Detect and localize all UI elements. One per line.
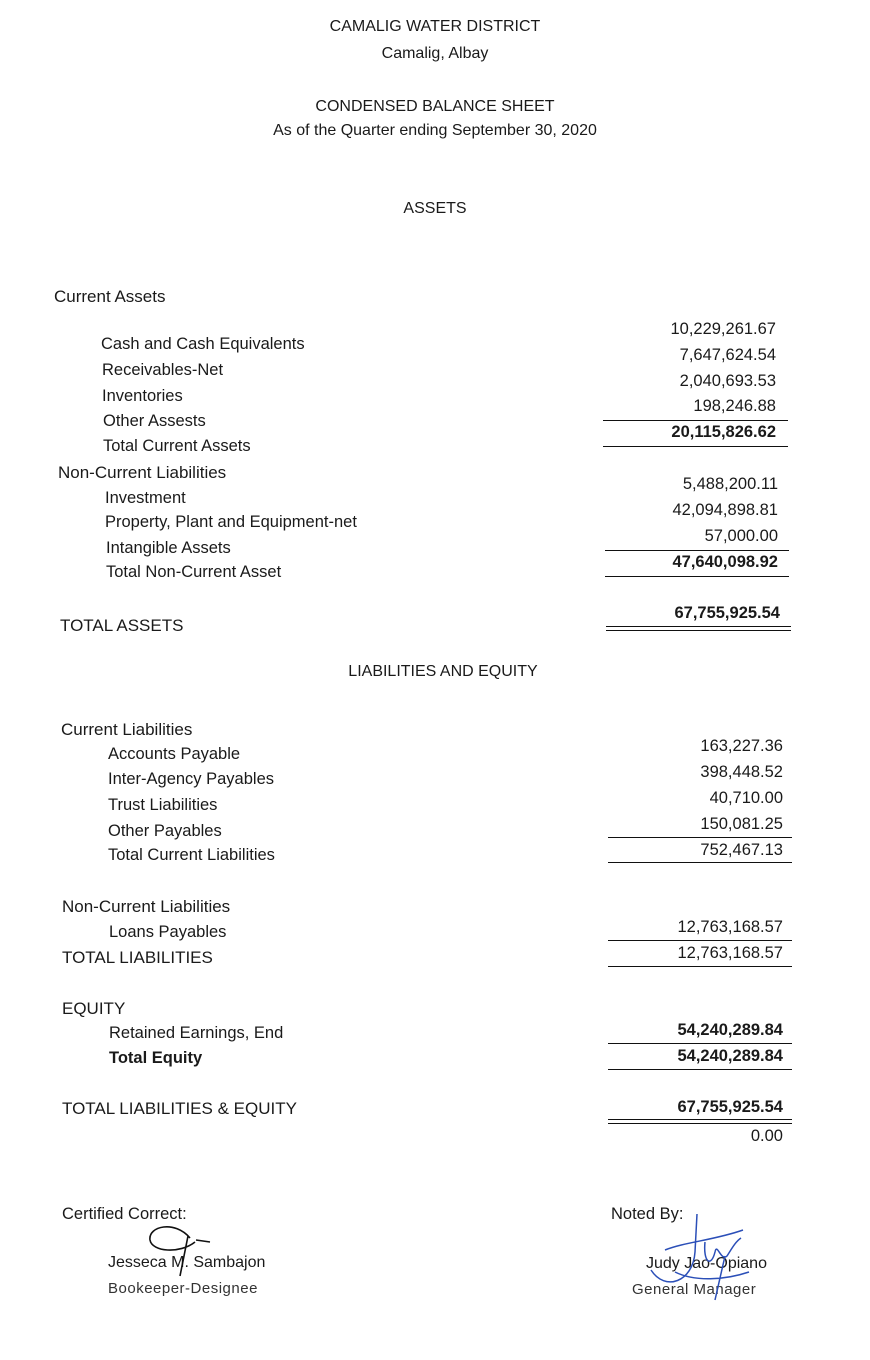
subtotal-rule (608, 837, 792, 838)
subtotal-underline (603, 446, 788, 447)
total-assets-label: TOTAL ASSETS (60, 616, 184, 635)
subtotal-rule (605, 550, 789, 551)
line-item-amount: 163,227.36 (700, 737, 783, 755)
noted-title: General Manager (632, 1281, 757, 1298)
noncurrent-assets-label: Non-Current Liabilities (58, 463, 227, 482)
grand-total-label: TOTAL LIABILITIES & EQUITY (62, 1099, 297, 1118)
subtotal-underline (608, 862, 792, 863)
certified-name: Jesseca M. Sambajon (108, 1254, 266, 1271)
subtotal-amount: 54,240,289.84 (677, 1047, 783, 1065)
document-period: As of the Quarter ending September 30, 2020 (273, 122, 597, 139)
double-rule-bottom (606, 630, 791, 631)
handwritten-signature-icon (140, 1218, 220, 1278)
handwritten-signature-icon (645, 1212, 755, 1302)
subtotal-underline (605, 576, 789, 577)
line-item-label: Investment (105, 489, 186, 507)
subtotal-label: Total Equity (109, 1049, 203, 1067)
total-liabilities-label: TOTAL LIABILITIES (62, 948, 213, 967)
line-item-label: Loans Payables (109, 923, 227, 941)
line-item-label: Cash and Cash Equivalents (101, 335, 305, 353)
line-item-amount: 198,246.88 (693, 397, 776, 415)
line-item-amount: 57,000.00 (704, 527, 778, 545)
subtotal-underline (608, 1069, 792, 1070)
line-item-amount: 5,488,200.11 (682, 475, 778, 493)
subtotal-amount: 47,640,098.92 (672, 553, 778, 571)
current-assets-label: Current Assets (54, 287, 166, 306)
line-item-label: Retained Earnings, End (109, 1024, 284, 1042)
document-title: CONDENSED BALANCE SHEET (315, 98, 555, 115)
noted-caption: Noted By: (611, 1205, 684, 1223)
subtotal-rule (608, 940, 792, 941)
certified-caption: Certified Correct: (62, 1205, 187, 1223)
line-item-label: Intangible Assets (106, 539, 231, 557)
subtotal-rule (603, 420, 788, 421)
subtotal-rule (608, 1043, 792, 1044)
liabilities-heading: LIABILITIES AND EQUITY (348, 663, 538, 680)
certified-title: Bookeeper-Designee (108, 1280, 258, 1297)
equity-label: EQUITY (62, 999, 126, 1018)
line-item-amount: 150,081.25 (700, 815, 783, 833)
double-rule-top (606, 626, 791, 627)
org-location: Camalig, Albay (381, 45, 489, 62)
subtotal-underline (608, 966, 792, 967)
subtotal-label: Total Current Liabilities (108, 846, 275, 864)
line-item-label: Other Payables (108, 822, 222, 840)
assets-heading: ASSETS (403, 200, 467, 217)
line-item-label: Accounts Payable (108, 745, 241, 763)
subtotal-amount: 20,115,826.62 (671, 423, 776, 441)
noted-name: Judy Jao-Opiano (646, 1255, 767, 1272)
line-item-amount: 42,094,898.81 (672, 501, 778, 519)
current-liabilities-label: Current Liabilities (61, 720, 193, 739)
line-item-label: Receivables-Net (102, 361, 224, 379)
line-item-label: Property, Plant and Equipment-net (105, 513, 357, 531)
line-item-label: Inventories (102, 387, 183, 405)
total-assets-amount: 67,755,925.54 (674, 604, 780, 622)
total-liabilities-amount: 12,763,168.57 (677, 944, 783, 962)
double-rule-bottom (608, 1123, 792, 1124)
double-rule-top (608, 1119, 792, 1120)
org-name: CAMALIG WATER DISTRICT (329, 18, 541, 35)
grand-total-amount: 67,755,925.54 (677, 1098, 783, 1116)
line-item-label: Other Assests (103, 412, 206, 430)
line-item-amount: 7,647,624.54 (679, 346, 776, 364)
difference-amount: 0.00 (750, 1127, 783, 1145)
line-item-label: Trust Liabilities (108, 796, 218, 814)
line-item-amount: 40,710.00 (709, 789, 783, 807)
line-item-label: Inter-Agency Payables (108, 770, 275, 788)
line-item-amount: 10,229,261.67 (670, 320, 776, 338)
line-item-amount: 398,448.52 (700, 763, 783, 781)
subtotal-label: Total Non-Current Asset (106, 563, 282, 581)
noncurrent-liabilities-label: Non-Current Liabilities (62, 897, 231, 916)
subtotal-label: Total Current Assets (103, 437, 251, 455)
line-item-amount: 54,240,289.84 (677, 1021, 783, 1039)
subtotal-amount: 752,467.13 (700, 841, 783, 859)
line-item-amount: 2,040,693.53 (679, 372, 776, 390)
line-item-amount: 12,763,168.57 (677, 918, 783, 936)
